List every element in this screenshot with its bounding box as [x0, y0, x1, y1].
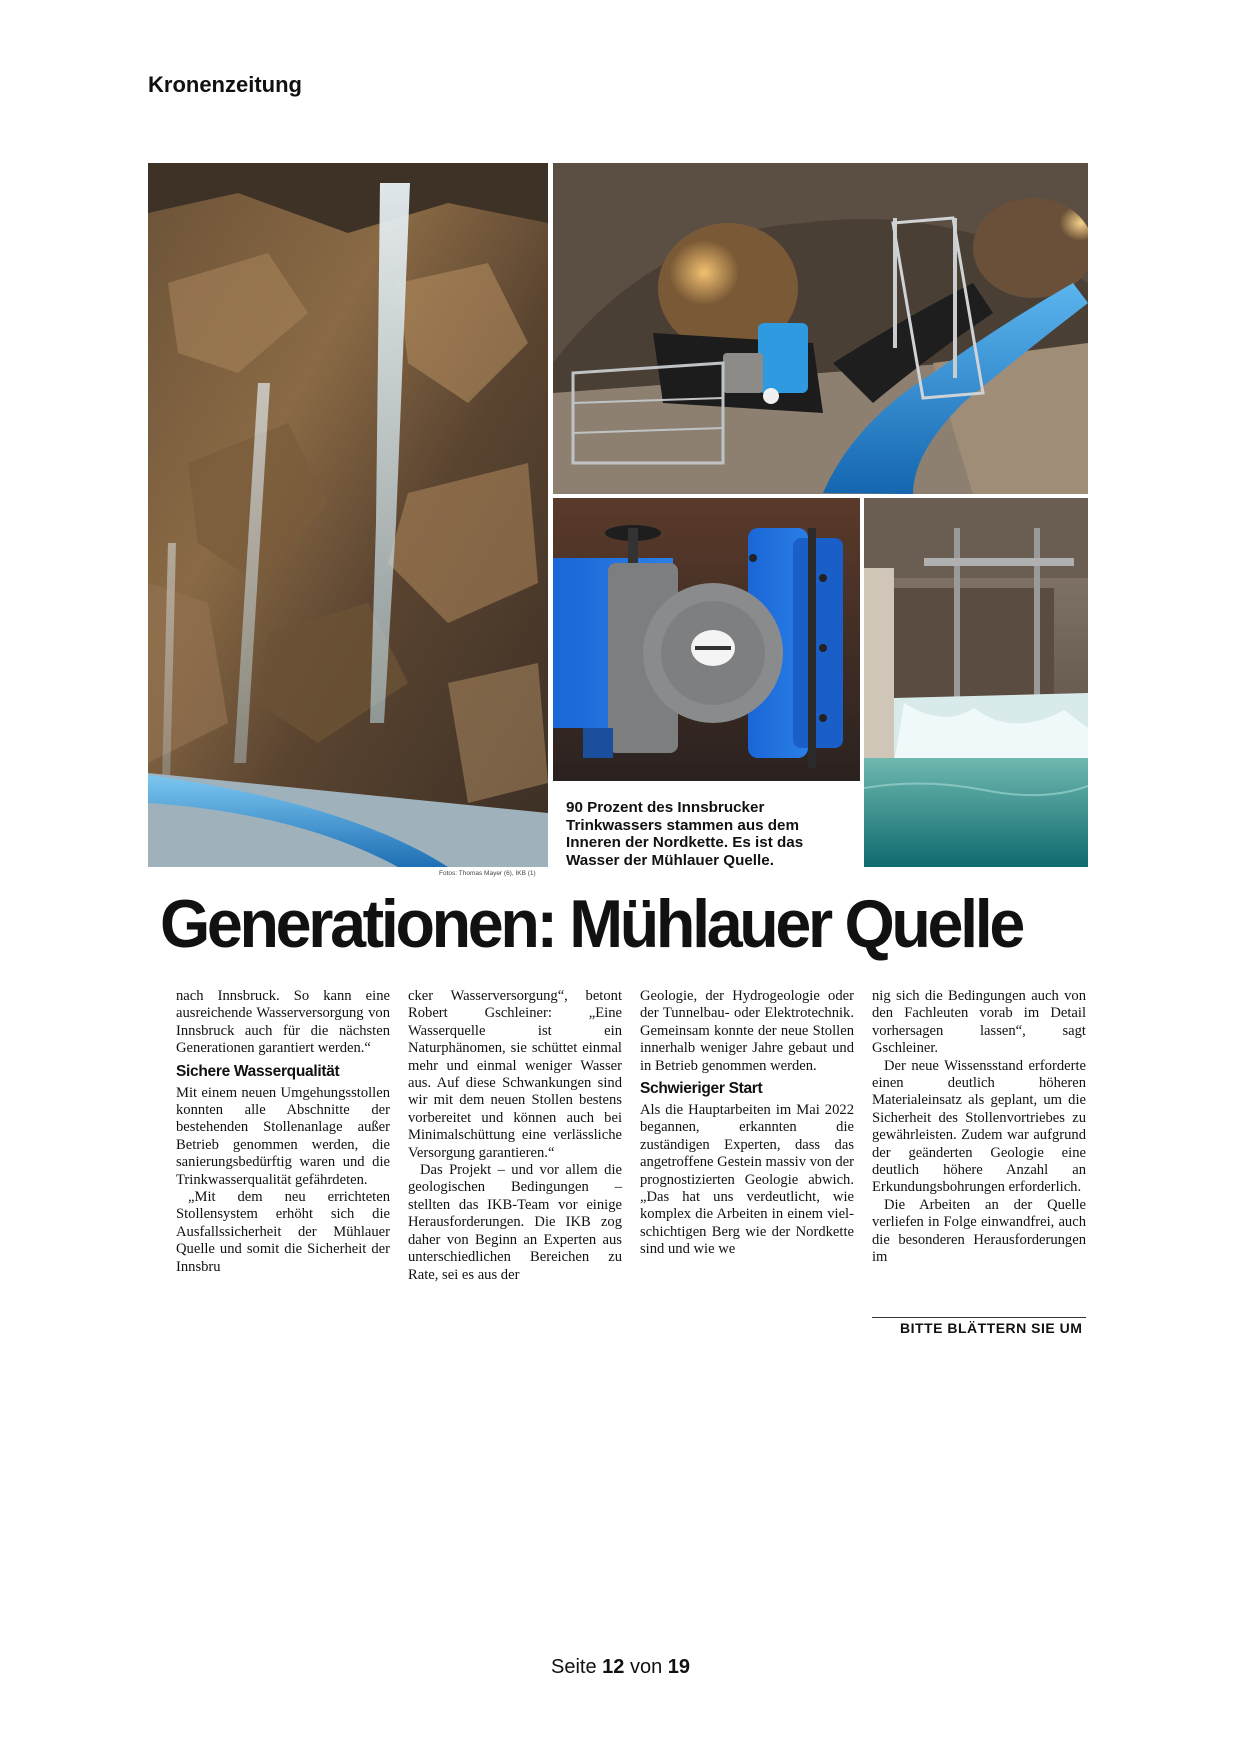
divider — [872, 1317, 1086, 1318]
paragraph: Geologie, der Hydrogeologie oder der Tunnelbau- oder Elektrotechnik. Gemeinsam konnte der neue Stollen innerhalb weniger Jahre gebaut und in Betrieb genommen werden. — [640, 988, 854, 1074]
cave-waterfall-photo — [148, 163, 548, 867]
paragraph: nig sich die Bedingungen auch von den Fachleuten vorab im Detail vorhersagen lassen“, sagt Gschleiner. — [872, 988, 1086, 1057]
article-column-1 — [176, 988, 390, 1276]
photo-credit: Fotos: Thomas Mayer (6), IKB (1) — [439, 870, 536, 877]
publication-name: Kronenzeitung — [148, 72, 302, 97]
current-page: 12 — [602, 1656, 625, 1678]
paragraph: nach Innsbruck. So kann eine ausreichende Wasserversorgung von Innsbruck auch für die nächsten Generationen garantiert werden.“ — [176, 988, 390, 1057]
subheading: Sichere Wasserqualität — [176, 1062, 340, 1080]
page-number — [0, 1656, 1241, 1679]
paragraph: Als die Hauptarbeiten im Mai 2022 begannen, erkannten die zuständigen Experten, dass das angetroffene Gestein massiv von der prognostizierten Geologie abwich. „Das hat uns verdeutlicht, wie komplex die Arbeiten in einem vielschichtigen Berg wie der Nordkette sind und wie we — [640, 1102, 854, 1258]
photo-caption: 90 Prozent des Innsbrucker Trinkwassers stammen aus dem Inneren der Nordkette. Es ist das Wasser der Mühlauer Quelle. — [566, 799, 804, 869]
article-column-2 — [408, 988, 622, 1284]
paragraph: Mit einem neuen Umgehungsstollen konnten alle Abschnitte der bestehenden Stollenanlage außer Betrieb genommen werden, die sanierungsbedürftig waren und die Trinkwasserqualität gefährdeten. — [176, 1084, 390, 1188]
article-headline: Generationen: Mühlauer Quelle — [160, 886, 1022, 962]
page-of-label: von — [629, 1656, 663, 1678]
page-label: Seite — [550, 1656, 597, 1678]
article-column-4 — [872, 988, 1086, 1267]
article-column-3 — [640, 988, 854, 1259]
valve-actuator-photo — [553, 498, 860, 781]
paragraph: Das Projekt – und vor allem die geologischen Bedingungen – stellten das IKB-Team vor einige Herausforderungen. Die IKB zog daher von Beginn an Experten aus unterschiedlichen Bereichen zu Rate, sei es aus der — [408, 1162, 622, 1283]
subheading: Schwieriger Start — [640, 1080, 763, 1098]
paragraph: cker Wasserversorgung“, betont Robert Gschleiner: „Eine Wasserquelle ist ein Naturphänomen, sie schüttet einmal mehr und einmal weniger Wasser aus. Auf diese Schwankungen sind wir mit dem neuen Stollen bestens vorbereitet und können auch bei Minimalschüttung eine verlässliche Versorgung garantieren.“ — [408, 988, 622, 1161]
continue-notice: BITTE BLÄTTERN SIE UM — [900, 1320, 1083, 1336]
spring-basin-photo — [864, 498, 1088, 867]
paragraph: Der neue Wissensstand erforderte einen deutlich höheren Materialeinsatz als geplant, um die Sicherheit des Stollenvortriebes zu gewährleisten. Zudem war aufgrund der geänderten Geologie eine deutlich höhere Anzahl an Erkundungsbohrungen erforderlich. — [872, 1057, 1086, 1196]
tunnel-pipeline-photo — [553, 163, 1088, 494]
paragraph: Die Arbeiten an der Quelle verliefen in Folge einwandfrei, auch die besonderen Herausforderungen im — [872, 1196, 1086, 1266]
paragraph: „Mit dem neu errichteten Stollensystem erhöht sich die Ausfallssicherheit der Mühlauer Quelle und somit die Sicherheit der Innsbru — [176, 1189, 390, 1275]
total-pages: 19 — [667, 1656, 691, 1678]
